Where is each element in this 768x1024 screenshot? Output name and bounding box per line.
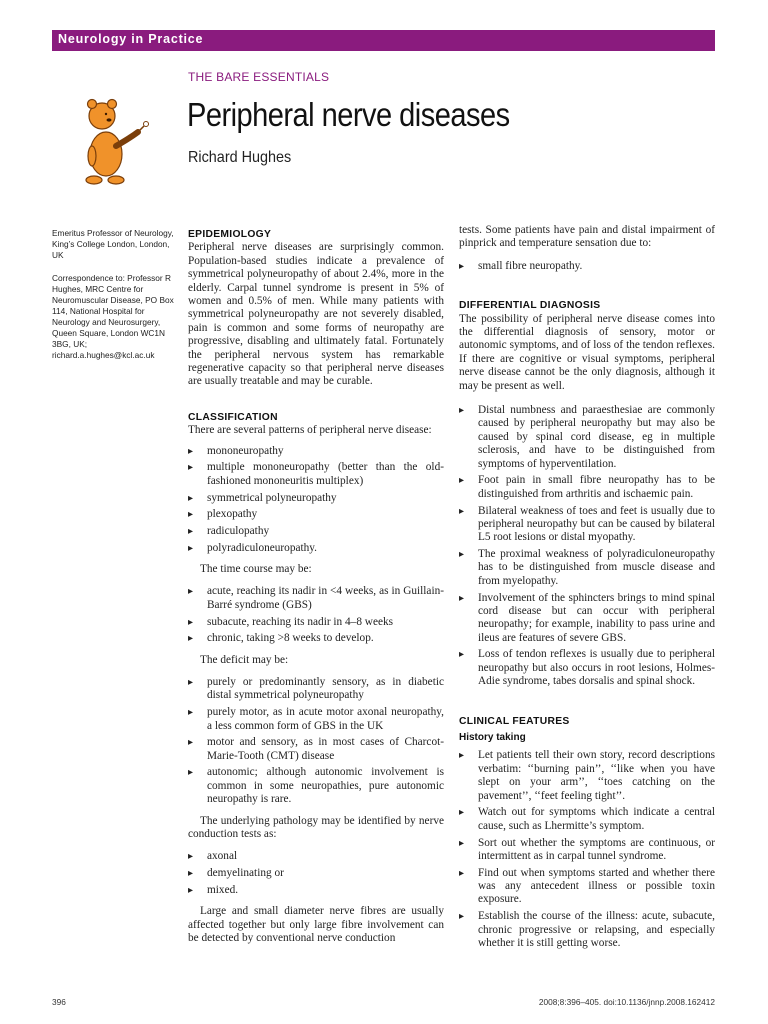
citation-doi: 2008;8:396–405. doi:10.1136/jnnp.2008.162412 (538, 997, 715, 1007)
list-item: ▸ radiculopathy (188, 525, 444, 538)
section-band (52, 30, 715, 51)
history-subheading: History taking (459, 732, 526, 744)
page-number: 396 (52, 997, 66, 1007)
epidemiology-text: Peripheral nerve diseases are surprisingly common. Population-based studies indicate a prevalence of symmetrical polyneuropathy of about 2.4%, more in the elderly. Carpal tunnel syndrome is present in 5% of women and 0.5% of men. While many patients with symmetrical polyneuropathy are not severely disabled, pain is common and some forms of neuropathy are progressive, disabling and ultimately fatal. Fortunately the peripheral nervous system has remarkable regenerative capacity so that peripheral nerve diseases are usually treatable and may be curable. (188, 241, 444, 388)
deficit-intro: The deficit may be: (200, 653, 289, 666)
list-item: ▸ axonal (188, 850, 444, 863)
list-item: ▸ Find out when symptoms started and whether there was any antecedent illness or possible toxin exposure. (459, 867, 715, 907)
differential-text: The possibility of peripheral nerve disease comes into the differential diagnosis of sensory, motor or autonomic symptoms, and of loss of the tendon reflexes. If there are cognitive or visual symptoms, peripheral nerve disease cannot be the only diagnosis, although it may be present as well. (459, 312, 715, 392)
page-title: Peripheral nerve diseases (187, 96, 510, 133)
author-affiliation: Emeritus Professor of Neurology, King’s College London, London, UK (52, 228, 174, 260)
classification-intro: There are several patterns of peripheral nerve disease: (188, 424, 432, 437)
list-item: ▸ Loss of tendon reflexes is usually due to peripheral neuropathy but also occurs in root lesions, Holmes-Adie syndrome, tabes dorsalis and spinal shock. (459, 648, 715, 688)
list-item: ▸ plexopathy (188, 508, 444, 521)
correspondence-note: Correspondence to: Professor R Hughes, MRC Centre for Neuromuscular Disease, PO Box 114, National Hospital for Neurology and Neurosurgery, Queen Square, London WC1N 3BG, UK; richard.a.hughes@kcl.ac.uk (52, 273, 174, 360)
list-item: ▸ Sort out whether the symptoms are continuous, or intermittent as in carpal tunnel syndrome. (459, 837, 715, 864)
list-item: ▸ mixed. (188, 884, 444, 897)
list-item: ▸ Let patients tell their own story, record descriptions verbatim: ‘‘burning pain’’, ‘‘like when you have slept on your arm’’, ‘‘toes catching on the pavement’’, ‘‘feet feeling tight’’. (459, 749, 715, 803)
column-right (459, 224, 715, 954)
list-item: ▸ Foot pain in small fibre neuropathy has to be distinguished from arthritis and ischaemic pain. (459, 474, 715, 501)
small-fibre-list (459, 260, 715, 273)
list-item: ▸ polyradiculoneuropathy. (188, 542, 444, 555)
time-course-list (188, 585, 444, 645)
column-left (188, 228, 444, 945)
list-item: ▸ Involvement of the sphincters brings to mind spinal cord disease but can occur with peripheral neuropathy; for example, inability to pass urine and ileus are features of severe GBS. (459, 592, 715, 646)
author-name: Richard Hughes (188, 149, 292, 166)
list-item: ▸ The proximal weakness of polyradiculoneuropathy has to be distinguished from muscle disease and from myelopathy. (459, 548, 715, 588)
list-item: ▸ small fibre neuropathy. (459, 260, 715, 273)
list-item: ▸ autonomic; although autonomic involvement is common in some neuropathies, pure autonomic neuropathy is rare. (188, 766, 444, 806)
list-item: ▸ subacute, reaching its nadir in 4–8 weeks (188, 616, 444, 629)
list-item: ▸ Bilateral weakness of toes and feet is usually due to peripheral neuropathy but can be caused by bilateral L5 root lesions or distal myopathy. (459, 505, 715, 545)
list-item: ▸ Establish the course of the illness: acute, subacute, chronic progressive or relapsing, and especially whether it is still getting worse. (459, 910, 715, 950)
classification-heading: CLASSIFICATION (188, 411, 278, 423)
pattern-list (188, 445, 444, 555)
time-course-intro: The time course may be: (200, 563, 312, 576)
list-item: ▸ purely or predominantly sensory, as in diabetic distal symmetrical polyneuropathy (188, 676, 444, 703)
list-item: ▸ mononeuropathy (188, 445, 444, 458)
list-item: ▸ demyelinating or (188, 867, 444, 880)
kicker-label: THE BARE ESSENTIALS (188, 70, 330, 84)
deficit-list (188, 676, 444, 807)
bear-mascot-icon (72, 94, 160, 186)
list-item: ▸ Watch out for symptoms which indicate a central cause, such as Lhermitte’s symptom. (459, 806, 715, 833)
list-item: ▸ motor and sensory, as in most cases of Charcot-Marie-Tooth (CMT) disease (188, 736, 444, 763)
differential-list (459, 404, 715, 689)
section-label: Neurology in Practice (58, 32, 204, 46)
clinical-heading: CLINICAL FEATURES (459, 715, 570, 727)
list-item: ▸ Distal numbness and paraesthesiae are commonly caused by peripheral neuropathy but may also be caused by spinal cord disease, eg in multiple sclerosis, and have to be distinguished from symptoms of hyperventilation. (459, 404, 715, 471)
list-item: ▸ acute, reaching its nadir in <4 weeks, as in Guillain-Barré syndrome (GBS) (188, 585, 444, 612)
list-item: ▸ multiple mononeuropathy (better than the old-fashioned mononeuritis multiplex) (188, 461, 444, 488)
pathology-intro: The underlying pathology may be identified by nerve conduction tests as: (188, 814, 444, 840)
history-list (459, 749, 715, 950)
continued-text: tests. Some patients have pain and distal impairment of pinprick and temperature sensation due to: (459, 224, 715, 250)
pathology-list (188, 850, 444, 897)
fibres-text: Large and small diameter nerve fibres are usually affected together but only large fibre involvement can be detected by conventional nerve conduction (188, 905, 444, 945)
differential-heading: DIFFERENTIAL DIAGNOSIS (459, 300, 601, 312)
epidemiology-heading: EPIDEMIOLOGY (188, 229, 272, 240)
list-item: ▸ purely motor, as in acute motor axonal neuropathy, a less common form of GBS in the UK (188, 706, 444, 733)
list-item: ▸ chronic, taking >8 weeks to develop. (188, 632, 444, 645)
list-item: ▸ symmetrical polyneuropathy (188, 492, 444, 505)
